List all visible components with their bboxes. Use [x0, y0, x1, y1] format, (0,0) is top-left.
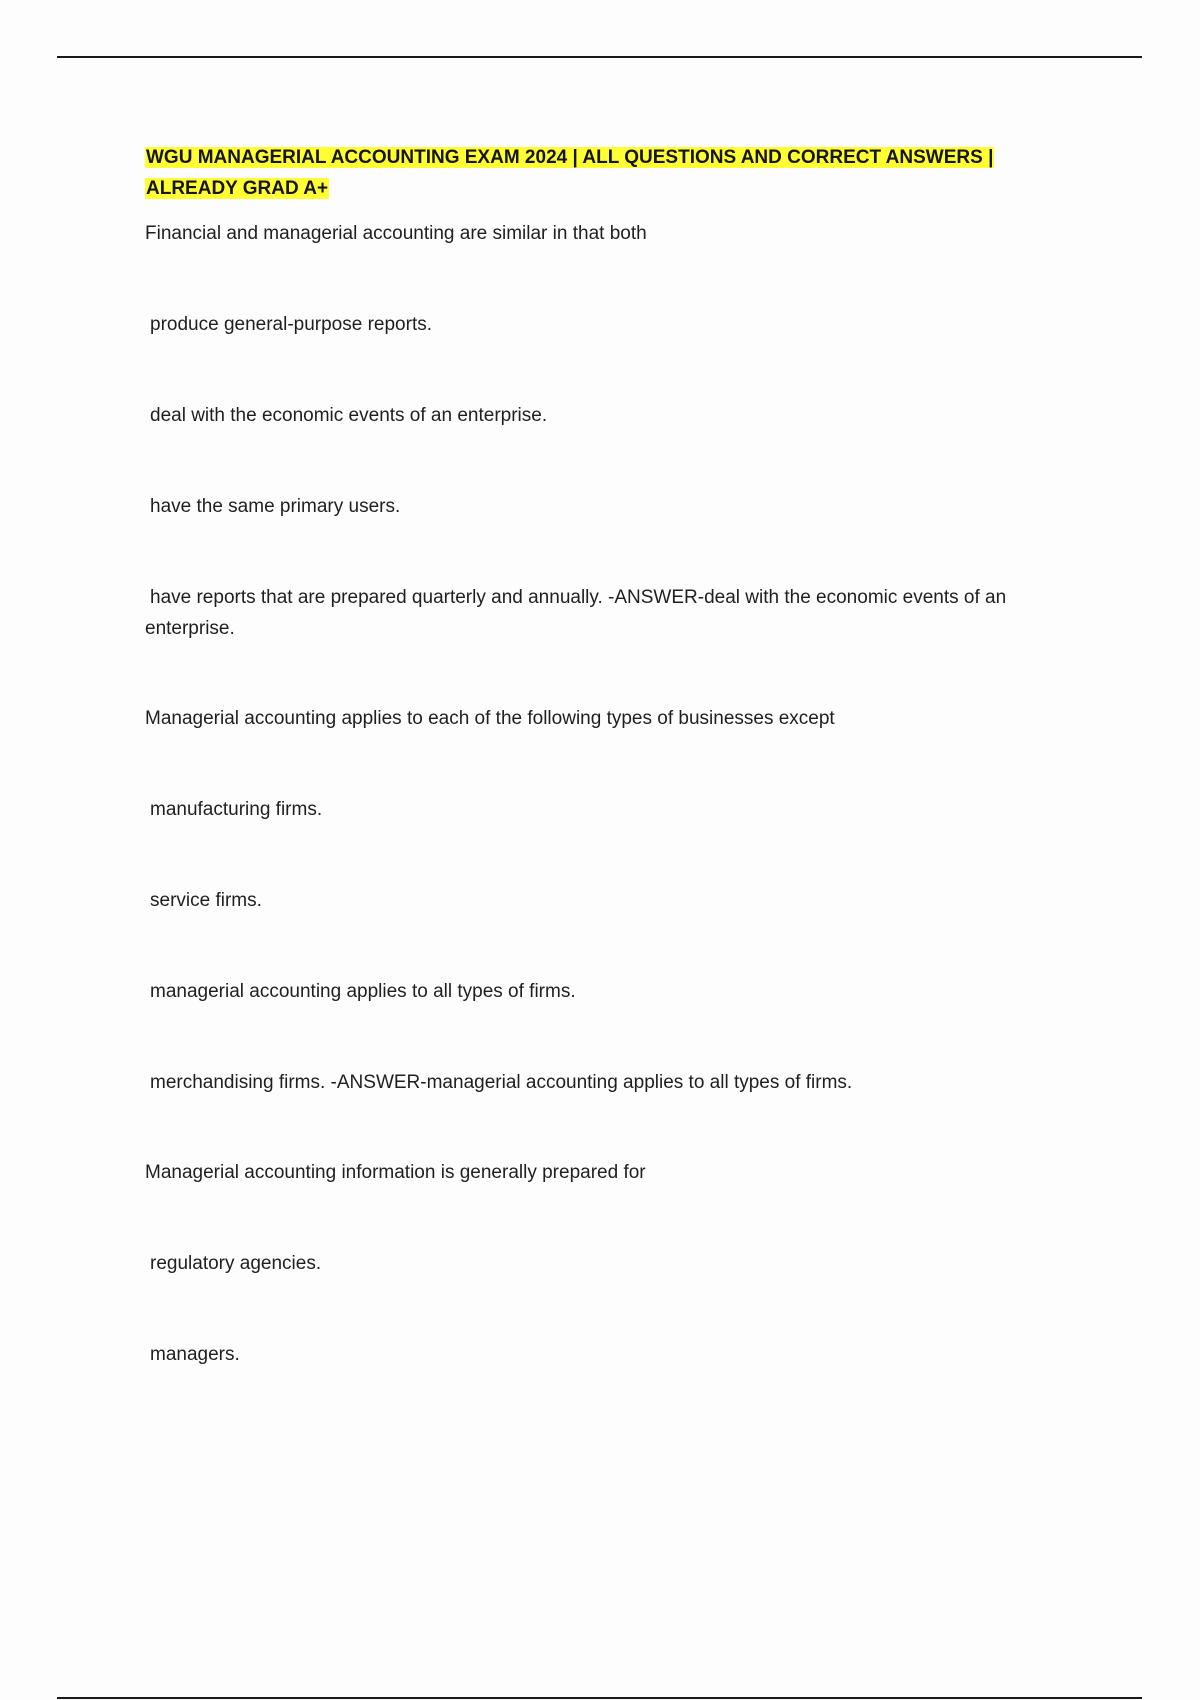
question-stem: Managerial accounting applies to each of the following types of businesses except [145, 708, 835, 729]
question-stem: Managerial accounting information is generally prepared for [145, 1162, 646, 1183]
answer-option: have the same primary users. [150, 496, 401, 517]
document-body [145, 142, 1085, 1370]
answer-option-with-answer: merchandising firms. -ANSWER-managerial accounting applies to all types of firms. [150, 1072, 853, 1093]
answer-option: managers. [150, 1344, 240, 1365]
document-title [145, 142, 1085, 204]
answer-option: managerial accounting applies to all types of firms. [150, 981, 576, 1002]
question-stem: Financial and managerial accounting are similar in that both [145, 223, 647, 244]
answer-option: produce general-purpose reports. [150, 314, 433, 335]
footer-rule [57, 1697, 1142, 1699]
answer-option: regulatory agencies. [150, 1253, 322, 1274]
answer-option: manufacturing firms. [150, 799, 323, 820]
answer-option: deal with the economic events of an enterprise. [150, 405, 548, 426]
answer-option: service firms. [150, 890, 262, 911]
header-rule [57, 56, 1142, 58]
title-highlight: WGU MANAGERIAL ACCOUNTING EXAM 2024 | ALL QUESTIONS AND CORRECT ANSWERS | ALREADY GRAD A+ [146, 147, 994, 199]
answer-option-with-answer: have reports that are prepared quarterly and annually. -ANSWER-deal with the economic events of an enterprise. [145, 587, 1007, 639]
